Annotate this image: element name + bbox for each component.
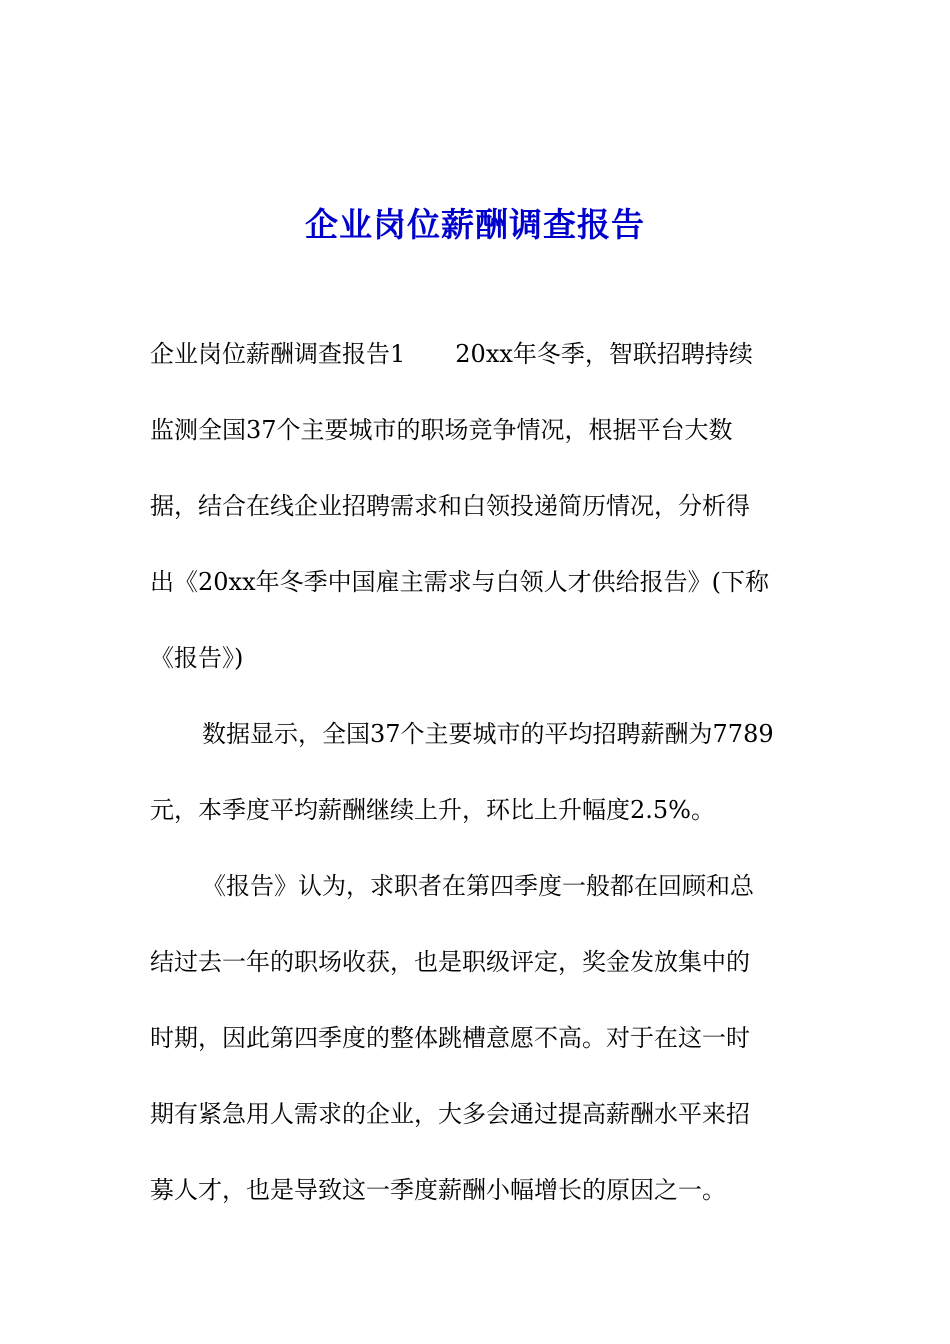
paragraph-3-line-4: 期有紧急用人需求的企业，大多会通过提高薪酬水平来招 — [150, 1100, 750, 1128]
paragraph-2-line-1: 数据显示，全国37个主要城市的平均招聘薪酬为7789 — [202, 720, 774, 748]
paragraph-3 — [150, 848, 810, 1228]
paragraph-1-line-5: 《报告》) — [150, 644, 244, 672]
paragraph-1-line-1 — [150, 316, 810, 392]
paragraph-1-line-2: 监测全国37个主要城市的职场竞争情况，根据平台大数 — [150, 416, 733, 444]
paragraph-1-line-4: 出《20xx年冬季中国雇主需求与白领人才供给报告》(下称 — [150, 568, 769, 596]
paragraph-1 — [150, 316, 810, 696]
paragraph-1-line-3: 据，结合在线企业招聘需求和白领投递简历情况，分析得 — [150, 492, 750, 520]
paragraph-3-line-3: 时期，因此第四季度的整体跳槽意愿不高。对于在这一时 — [150, 1024, 750, 1052]
document-title: 企业岗位薪酬调查报告 — [305, 205, 645, 245]
report-heading-inline: 企业岗位薪酬调查报告1 — [150, 340, 406, 368]
paragraph-3-line-5: 募人才，也是导致这一季度薪酬小幅增长的原因之一。 — [150, 1176, 726, 1204]
paragraph-2-line-2: 元，本季度平均薪酬继续上升，环比上升幅度2.5%。 — [150, 796, 715, 824]
paragraph-3-line-1: 《报告》认为，求职者在第四季度一般都在回顾和总 — [202, 872, 754, 900]
paragraph-3-line-2: 结过去一年的职场收获，也是职级评定，奖金发放集中的 — [150, 948, 750, 976]
paragraph-1-line-1-text: 20xx年冬季，智联招聘持续 — [455, 340, 753, 368]
paragraph-2 — [150, 696, 810, 848]
